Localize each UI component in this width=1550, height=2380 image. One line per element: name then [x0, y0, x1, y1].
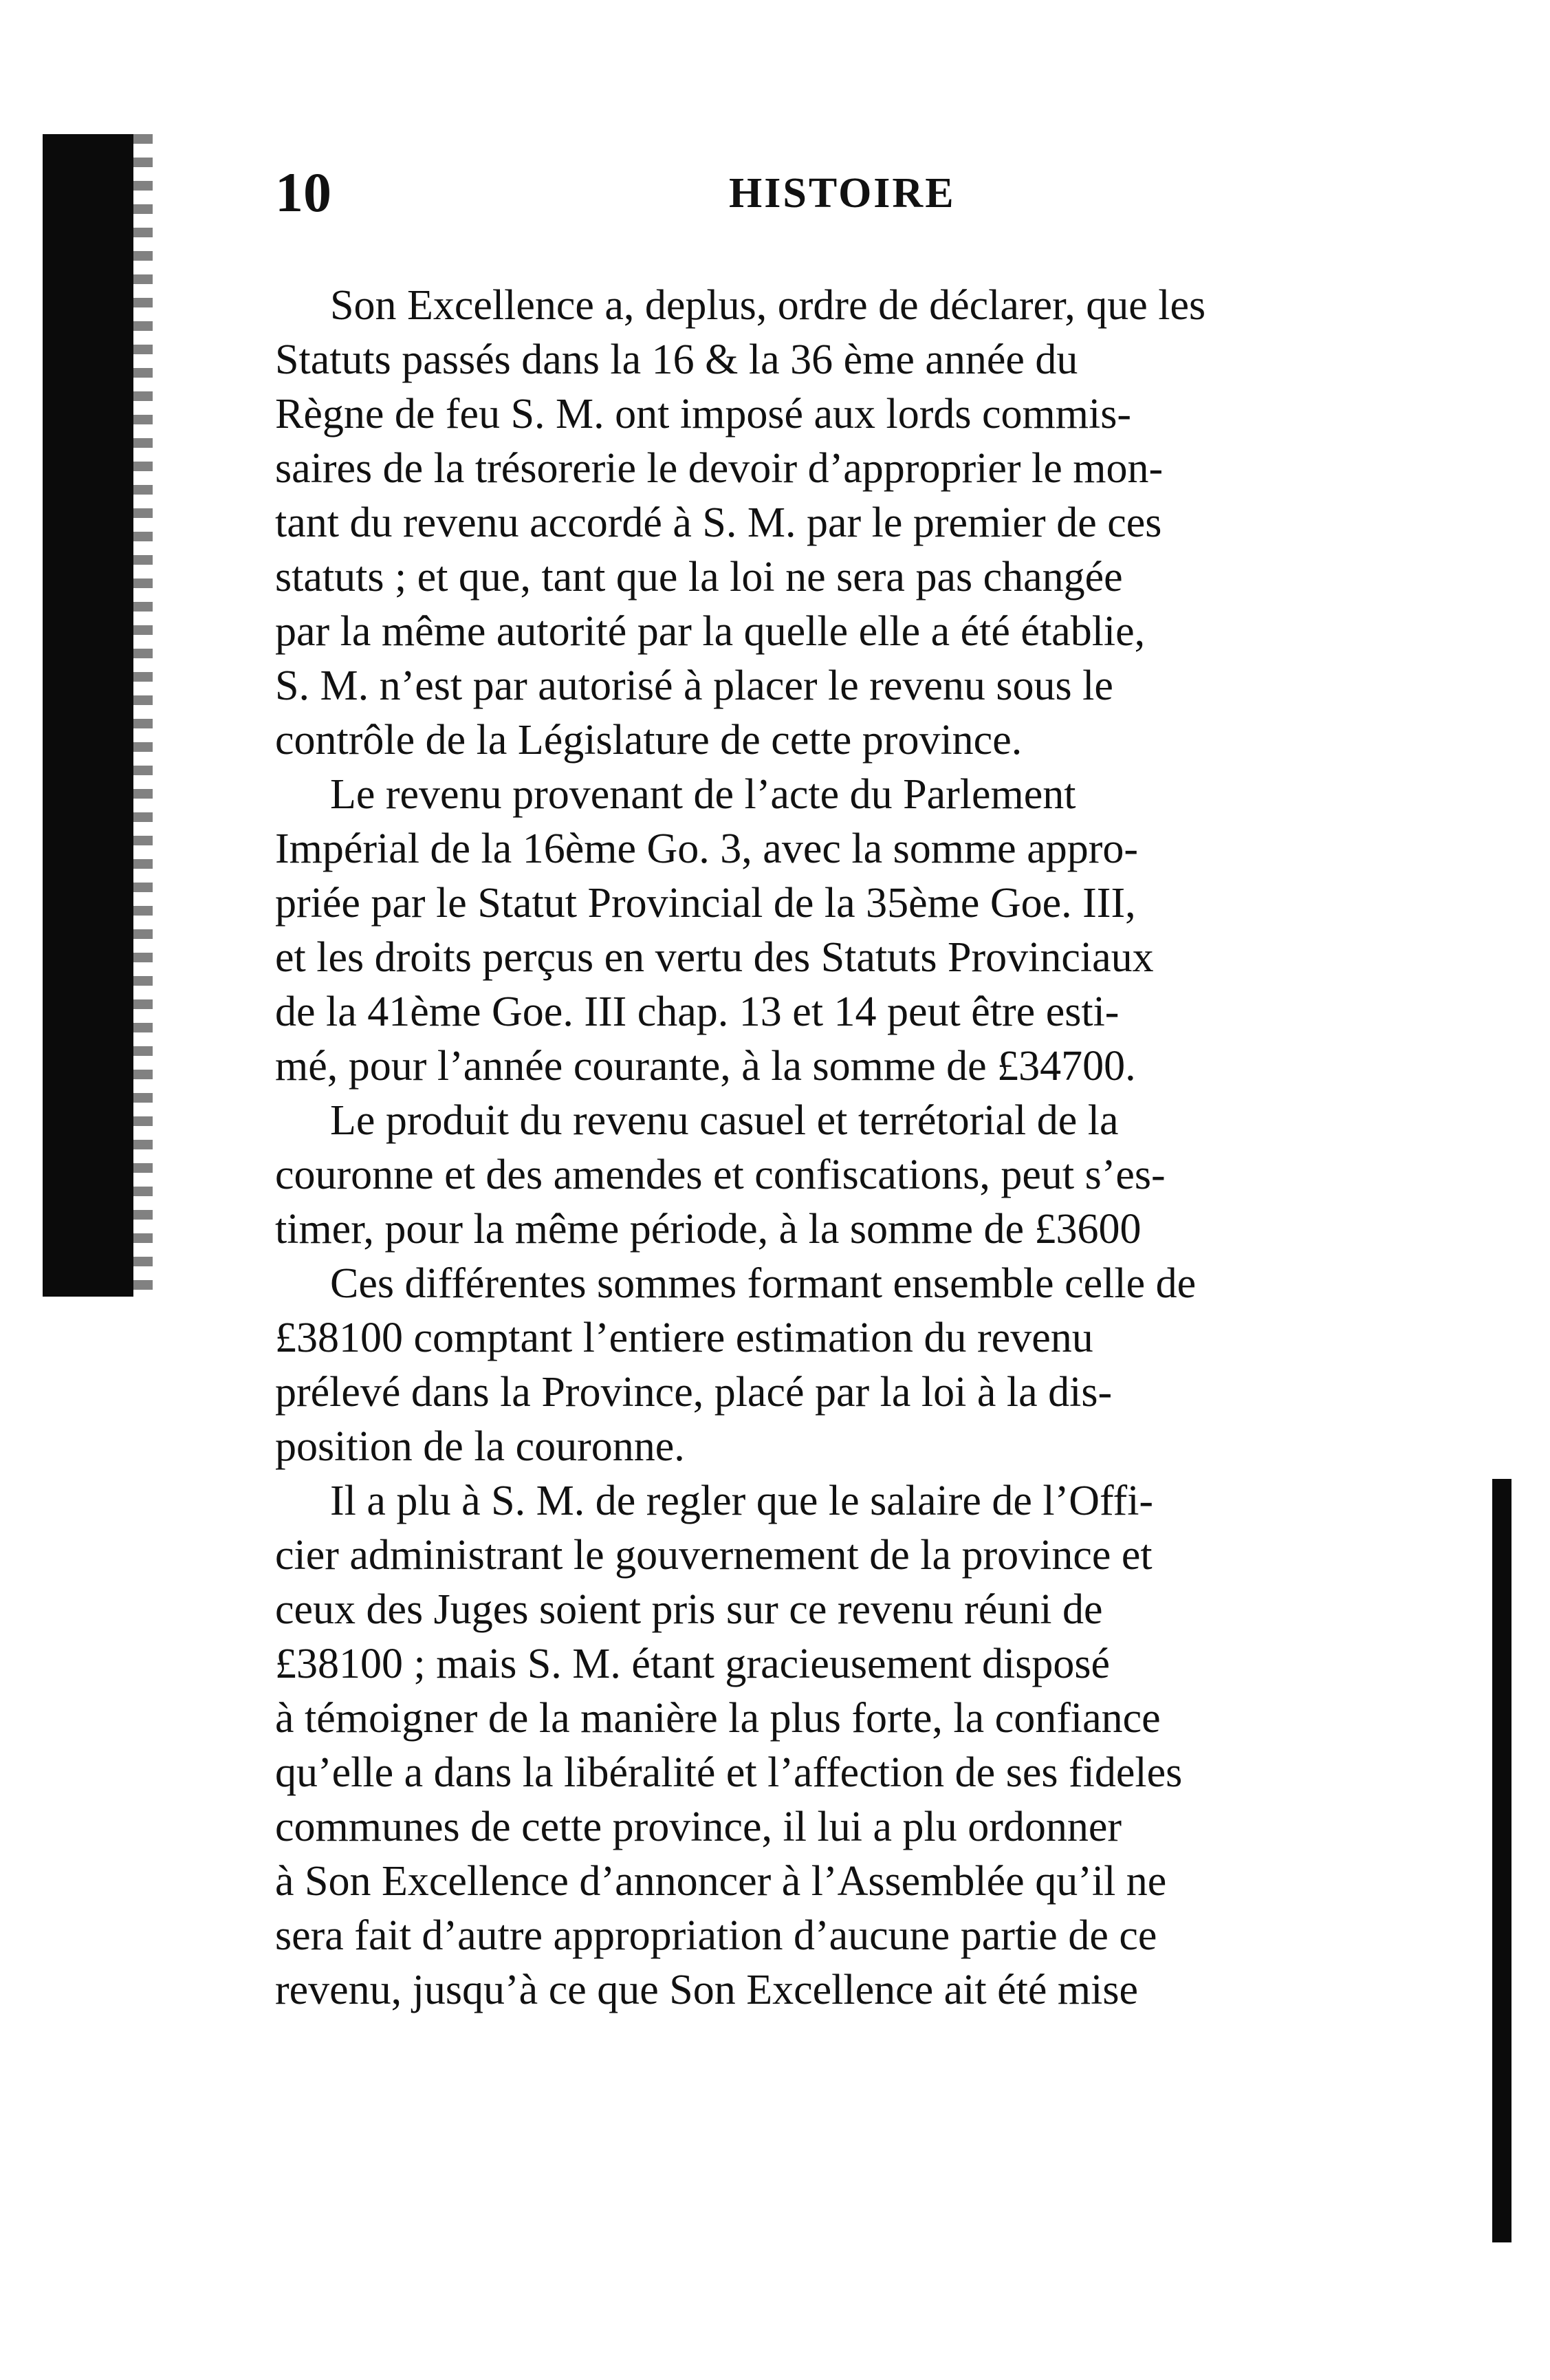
text-line: Ces différentes sommes formant ensemble celle de: [330, 1260, 1197, 1307]
binding-shadow-right: [1492, 1479, 1511, 2242]
binding-shadow-edge: [133, 134, 153, 1297]
text-line: priée par le Statut Provincial de la 35ème Goe. III,: [275, 880, 1136, 927]
text-line: revenu, jusqu’à ce que Son Excellence ait été mise: [275, 1967, 1138, 2013]
text-line: £38100 ; mais S. M. étant gracieusement disposé: [275, 1641, 1110, 1687]
text-line: contrôle de la Législature de cette province.: [275, 717, 1023, 764]
text-line: sera fait d’autre appropriation d’aucune partie de ce: [275, 1912, 1157, 1959]
text-line: Le revenu provenant de l’acte du Parlement: [330, 771, 1076, 818]
text-line: à Son Excellence d’annoncer à l’Assemblée qu’il ne: [275, 1858, 1167, 1905]
text-line: à témoigner de la manière la plus forte, la confiance: [275, 1695, 1161, 1742]
text-line: Règne de feu S. M. ont imposé aux lords commis-: [275, 391, 1131, 437]
text-line: position de la couronne.: [275, 1423, 685, 1470]
body-text: [275, 279, 1379, 2017]
binding-shadow-left: [43, 134, 133, 1297]
text-line: cier administrant le gouvernement de la province et: [275, 1532, 1153, 1579]
text-line: par la même autorité par la quelle elle a été établie,: [275, 608, 1146, 655]
text-line: Impérial de la 16ème Go. 3, avec la somme appro-: [275, 825, 1139, 872]
text-line: prélevé dans la Province, placé par la loi à la dis-: [275, 1369, 1113, 1416]
page-header: [275, 155, 1410, 230]
text-line: statuts ; et que, tant que la loi ne sera pas changée: [275, 554, 1123, 601]
text-line: de la 41ème Goe. III chap. 13 et 14 peut être esti-: [275, 988, 1120, 1035]
text-line: Il a plu à S. M. de regler que le salaire de l’Offi-: [330, 1478, 1154, 1524]
text-line: £38100 comptant l’entiere estimation du revenu: [275, 1315, 1093, 1361]
text-line: Statuts passés dans la 16 & la 36 ème année du: [275, 336, 1078, 383]
text-line: ceux des Juges soient pris sur ce revenu réuni de: [275, 1586, 1103, 1633]
text-line: couronne et des amendes et confiscations, peut s’es-: [275, 1151, 1166, 1198]
running-head: HISTOIRE: [729, 170, 956, 217]
text-line: mé, pour l’année courante, à la somme de £34700.: [275, 1043, 1136, 1090]
page-number: 10: [275, 161, 331, 224]
text-line: et les droits perçus en vertu des Statuts Provinciaux: [275, 934, 1154, 981]
text-line: timer, pour la même période, à la somme de £3600: [275, 1206, 1142, 1253]
text-line: communes de cette province, il lui a plu ordonner: [275, 1804, 1122, 1850]
text-line: S. M. n’est par autorisé à placer le revenu sous le: [275, 662, 1113, 709]
text-line: saires de la trésorerie le devoir d’approprier le mon-: [275, 445, 1164, 492]
text-line: Le produit du revenu casuel et terrétorial de la: [330, 1097, 1119, 1144]
text-line: Son Excellence a, deplus, ordre de déclarer, que les: [330, 282, 1206, 329]
text-line: qu’elle a dans la libéralité et l’affection de ses fideles: [275, 1749, 1183, 1796]
text-line: tant du revenu accordé à S. M. par le premier de ces: [275, 499, 1162, 546]
